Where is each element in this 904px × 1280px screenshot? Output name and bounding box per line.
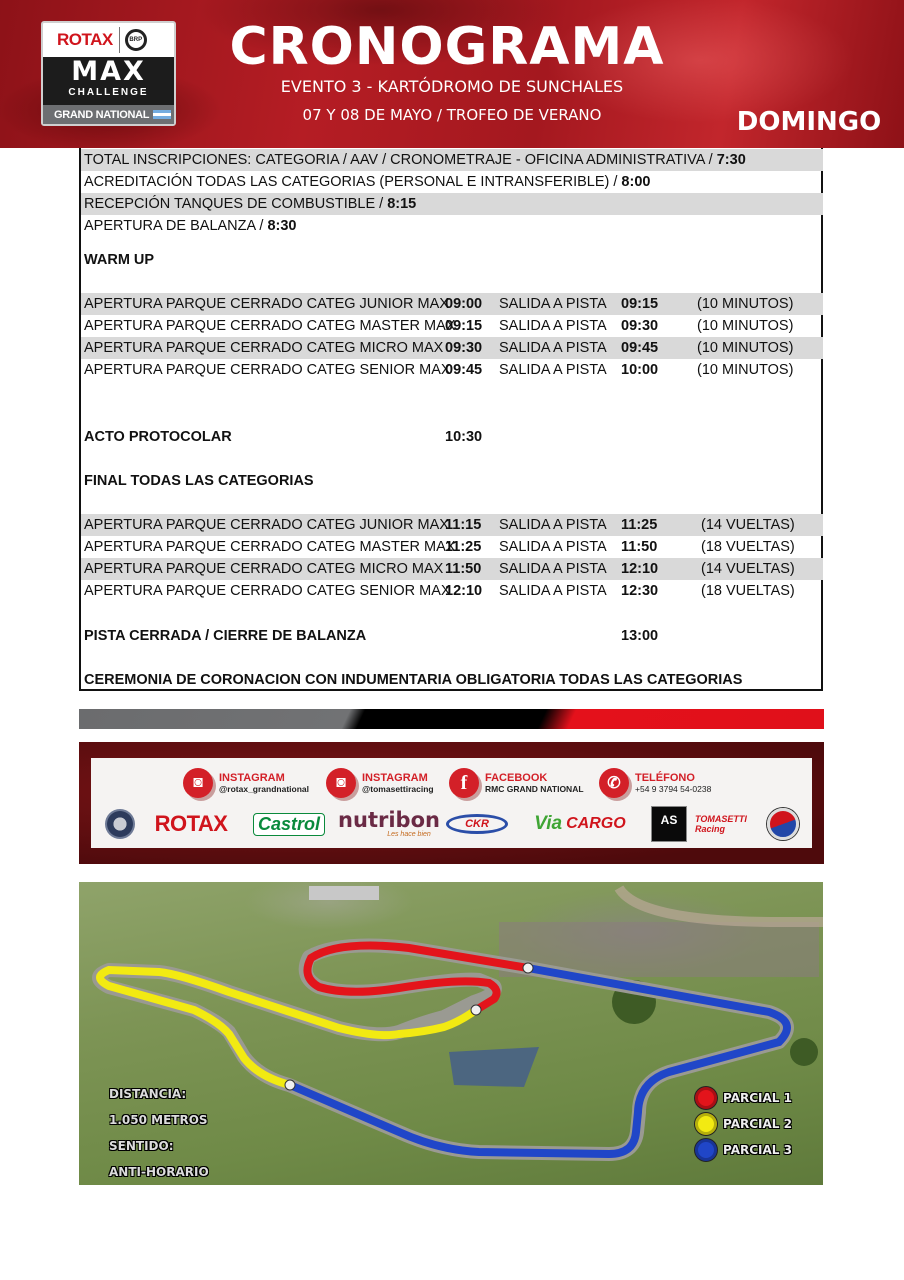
row-action: SALIDA A PISTA: [499, 318, 607, 334]
track-time: 12:30: [621, 583, 659, 599]
nutribon-text: nutribon: [338, 808, 440, 832]
finish-line-marker: [523, 963, 533, 973]
row-label: ACTO PROTOCOLAR: [84, 429, 232, 445]
row-time: 13:00: [621, 628, 659, 644]
aav-emblem-icon: [105, 809, 135, 839]
contact-title: INSTAGRAM: [362, 772, 428, 784]
warmup-row: [81, 315, 823, 337]
as-logo: [649, 804, 689, 844]
track-legend: [695, 1085, 792, 1163]
row-label: APERTURA PARQUE CERRADO CATEG JUNIOR MAX: [84, 517, 449, 533]
yellow-dot-icon: [695, 1113, 717, 1135]
sponsors-panel: [91, 758, 812, 848]
contact-title: INSTAGRAM: [219, 772, 285, 784]
via-text: Via: [534, 813, 563, 834]
nutribon-logo: [339, 804, 439, 844]
direction-value: ANTI-HORARIO: [109, 1165, 209, 1179]
row-label: APERTURA PARQUE CERRADO CATEG MICRO MAX: [84, 340, 444, 356]
final-row: [81, 580, 823, 602]
contact-value: @tomasettiracing: [362, 784, 434, 794]
section-heading: FINAL TODAS LAS CATEGORIAS: [84, 473, 314, 489]
row-note: (10 MINUTOS): [697, 340, 794, 356]
round-badge-logo: [763, 804, 803, 844]
legend-label: PARCIAL 1: [723, 1091, 792, 1105]
row-action: SALIDA A PISTA: [499, 583, 607, 599]
sponsor-logos: [91, 804, 812, 844]
ckr-text: CKR: [446, 814, 508, 834]
contact-instagram-rotax[interactable]: [183, 766, 309, 800]
warmup-row: [81, 359, 823, 381]
row-time: 8:00: [621, 174, 651, 190]
red-dot-icon: [695, 1087, 717, 1109]
row-label: APERTURA PARQUE CERRADO CATEG SENIOR MAX: [84, 362, 451, 378]
schedule-row-general: [81, 171, 823, 193]
open-time: 09:45: [445, 362, 483, 378]
blue-dot-icon: [695, 1139, 717, 1161]
legend-item: [695, 1085, 792, 1111]
pista-cerrada-row: [81, 625, 823, 647]
row-label: PISTA CERRADA / CIERRE DE BALANZA: [84, 628, 367, 644]
contact-title: FACEBOOK: [485, 772, 548, 784]
schedule-table: [79, 148, 823, 691]
page-title: CRONOGRAMA: [229, 17, 665, 77]
legend-label: PARCIAL 3: [723, 1143, 792, 1157]
tree: [790, 1038, 818, 1066]
row-note: (10 MINUTOS): [697, 296, 794, 312]
decorative-stripe: [79, 709, 824, 729]
row-action: SALIDA A PISTA: [499, 539, 607, 555]
row-action: SALIDA A PISTA: [499, 517, 607, 533]
warmup-row: [81, 337, 823, 359]
row-action: SALIDA A PISTA: [499, 340, 607, 356]
instagram-icon: ◙: [326, 768, 356, 798]
row-label: APERTURA PARQUE CERRADO CATEG MASTER MAX: [84, 318, 456, 334]
track-time: 10:00: [621, 362, 659, 378]
contact-value: @rotax_grandnational: [219, 784, 309, 794]
building: [309, 886, 379, 900]
facebook-icon: f: [449, 768, 479, 798]
logo-grand-national: [43, 105, 174, 124]
event-subtitle: EVENTO 3 - KARTÓDROMO DE SUNCHALES: [280, 77, 624, 96]
row-label: APERTURA DE BALANZA /: [84, 218, 268, 234]
section-heading: WARM UP: [84, 252, 155, 268]
row-time: 8:30: [267, 218, 297, 234]
schedule-row-general: [81, 193, 823, 215]
instagram-icon: ◙: [183, 768, 213, 798]
sponsors-banner: [79, 742, 824, 864]
sector-marker: [285, 1080, 295, 1090]
pond: [449, 1047, 539, 1087]
via-cargo-logo: [515, 804, 645, 844]
track-time: 11:50: [621, 539, 658, 555]
distance-label: DISTANCIA:: [109, 1087, 187, 1101]
row-action: SALIDA A PISTA: [499, 561, 607, 577]
nutribon-tagline: Les hace bien: [387, 831, 431, 838]
outer-road: [619, 888, 823, 922]
as-text: AS: [651, 806, 687, 842]
final-row: [81, 558, 823, 580]
row-label: RECEPCIÓN TANQUES DE COMBUSTIBLE /: [84, 196, 388, 212]
header-banner: [0, 0, 904, 148]
schedule-row-general: [81, 149, 823, 171]
row-time: 10:30: [445, 429, 483, 445]
ckr-logo: [443, 804, 511, 844]
track-time: 09:15: [621, 296, 659, 312]
schedule-row-general: [81, 215, 823, 237]
open-time: 09:15: [445, 318, 483, 334]
phone-icon: ✆: [599, 768, 629, 798]
rotax-logo: ROTAX: [154, 811, 228, 836]
legend-item: [695, 1111, 792, 1137]
track-map: [79, 882, 823, 1185]
logo-rotax-text: ROTAX: [57, 30, 113, 49]
legend-label: PARCIAL 2: [723, 1117, 792, 1131]
contact-instagram-tomasetti[interactable]: [326, 766, 434, 800]
ceremonia-row: [81, 669, 823, 691]
contact-title: TELÉFONO: [635, 772, 695, 784]
open-time: 12:10: [445, 583, 483, 599]
row-note: (14 VUELTAS): [701, 561, 795, 577]
event-dates: 07 Y 08 DE MAYO / TROFEO DE VERANO: [302, 106, 602, 124]
track-time: 09:45: [621, 340, 659, 356]
logo-grand-national-text: GRAND NATIONAL: [54, 108, 150, 121]
row-label: APERTURA PARQUE CERRADO CATEG MICRO MAX: [84, 561, 444, 577]
row-label: APERTURA PARQUE CERRADO CATEG JUNIOR MAX: [84, 296, 449, 312]
logo-max-block: [43, 57, 174, 105]
cargo-text: CARGO: [566, 815, 626, 832]
distance-value: 1.050 METROS: [109, 1113, 208, 1127]
contact-value: RMC GRAND NATIONAL: [485, 784, 584, 794]
contact-facebook[interactable]: [449, 766, 584, 800]
row-note: (14 VUELTAS): [701, 517, 795, 533]
warmup-heading: [81, 249, 823, 271]
final-row: [81, 536, 823, 558]
aav-logo: [103, 804, 137, 844]
tomasetti-logo: TOMASETTI Racing: [695, 814, 747, 834]
rotax-max-challenge-logo: [41, 21, 176, 126]
badge-emblem-icon: [767, 808, 799, 840]
argentina-flag-icon: [153, 110, 171, 119]
row-note: (18 VUELTAS): [701, 539, 795, 555]
row-action: SALIDA A PISTA: [499, 362, 607, 378]
sector-marker: [471, 1005, 481, 1015]
row-label: APERTURA PARQUE CERRADO CATEG SENIOR MAX: [84, 583, 451, 599]
direction-label: SENTIDO:: [109, 1139, 174, 1153]
track-time: 09:30: [621, 318, 659, 334]
final-row: [81, 514, 823, 536]
logo-divider: [119, 27, 120, 53]
logo-max-text: MAX: [71, 56, 146, 87]
open-time: 11:25: [445, 539, 482, 555]
row-note: (10 MINUTOS): [697, 362, 794, 378]
row-label: TOTAL INSCRIPCIONES: CATEGORIA / AAV / CRONOMETRAJE - OFICINA ADMINISTRATIVA /: [84, 152, 717, 168]
track-time: 12:10: [621, 561, 659, 577]
track-time: 11:25: [621, 517, 658, 533]
contact-value: +54 9 3794 54-0238: [635, 784, 712, 794]
day-label: DOMINGO: [736, 107, 882, 137]
final-heading: [81, 470, 823, 492]
row-time: 7:30: [716, 152, 746, 168]
warmup-row: [81, 293, 823, 315]
row-action: SALIDA A PISTA: [499, 296, 607, 312]
open-time: 11:15: [445, 517, 482, 533]
row-label: ACREDITACIÓN TODAS LAS CATEGORIAS (PERSONAL E INTRANSFERIBLE) /: [84, 174, 622, 190]
track-info: [109, 1081, 209, 1185]
brp-icon: BRP: [125, 29, 147, 51]
logo-challenge-text: CHALLENGE: [68, 87, 149, 98]
open-time: 09:30: [445, 340, 483, 356]
contact-phone[interactable]: [599, 766, 711, 800]
open-time: 09:00: [445, 296, 483, 312]
castrol-text: Castrol: [253, 813, 325, 836]
row-time: 8:15: [387, 196, 417, 212]
row-note: (10 MINUTOS): [697, 318, 794, 334]
legend-item: [695, 1137, 792, 1163]
row-label: APERTURA PARQUE CERRADO CATEG MASTER MAX: [84, 539, 456, 555]
castrol-logo: [243, 804, 335, 844]
row-label: CEREMONIA DE CORONACION CON INDUMENTARIA OBLIGATORIA TODAS LAS CATEGORIAS: [84, 672, 743, 688]
row-note: (18 VUELTAS): [701, 583, 795, 599]
acto-protocolar-row: [81, 426, 823, 448]
open-time: 11:50: [445, 561, 482, 577]
